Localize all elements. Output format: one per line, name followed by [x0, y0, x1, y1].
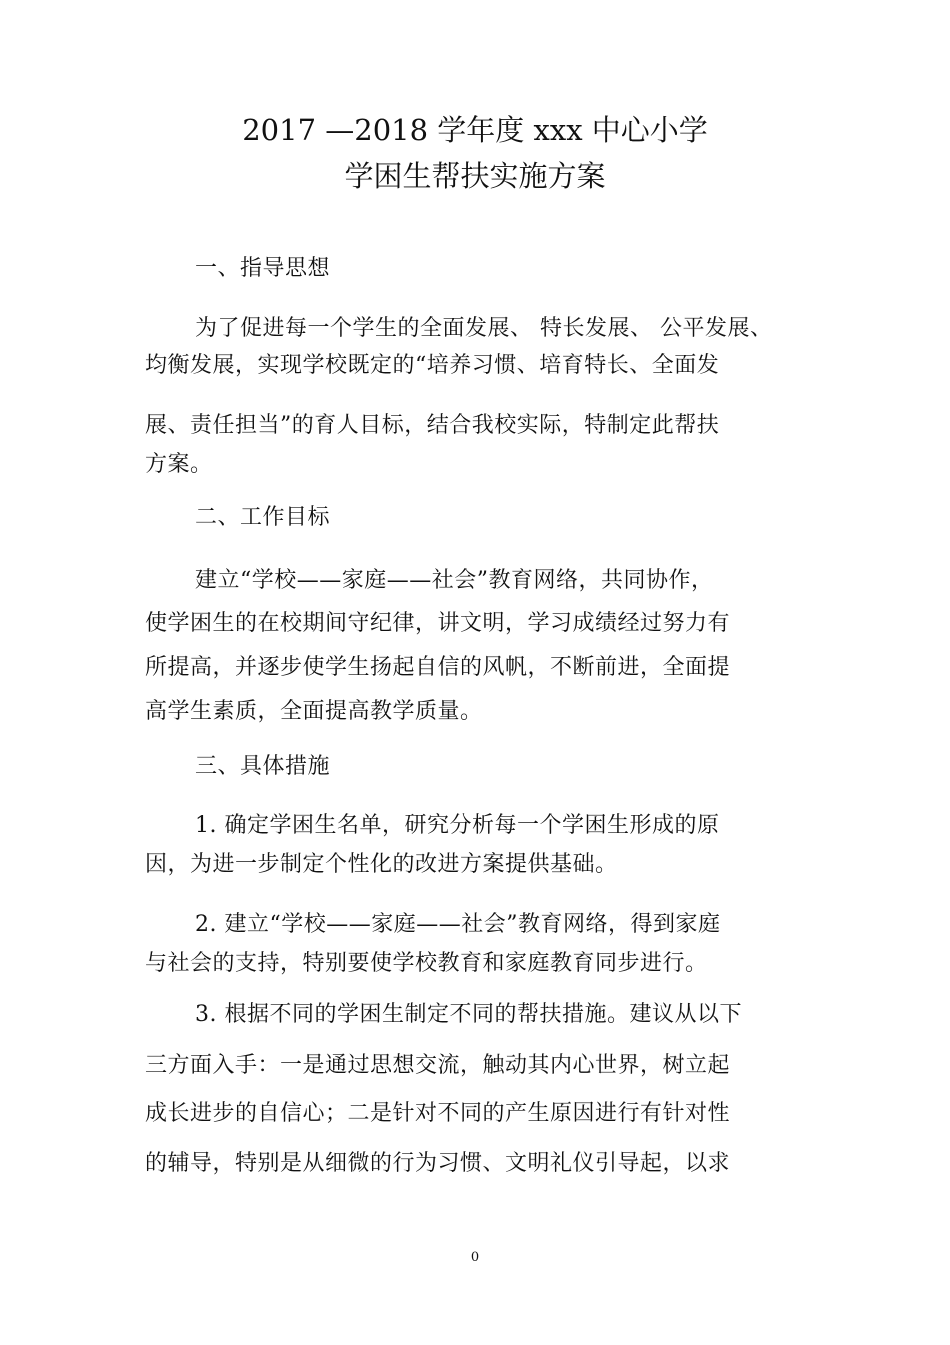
list-item-line: 因，为进一步制定个性化的改进方案提供基础。 [145, 852, 618, 877]
list-item-line: 3. 根据不同的学困生制定不同的帮扶措施。建议从以下 [195, 1002, 742, 1027]
document-title-line-2: 学困生帮扶实施方案 [344, 159, 606, 193]
paragraph-line: 使学困生的在校期间守纪律，讲文明，学习成绩经过努力有 [145, 611, 731, 636]
paragraph-line: 方案。 [145, 452, 213, 477]
section-heading-work-goals: 二、工作目标 [195, 505, 331, 530]
section-heading-specific-measures: 三、具体措施 [195, 754, 331, 779]
list-item-line: 三方面入手：一是通过思想交流，触动其内心世界，树立起 [145, 1053, 731, 1078]
document-title-line-1: 2017 —2018 学年度 xxx 中心小学 [242, 113, 708, 147]
list-item-line: 的辅导，特别是从细微的行为习惯、文明礼仪引导起，以求 [145, 1151, 731, 1176]
section-heading-guiding-ideology: 一、指导思想 [195, 256, 331, 281]
paragraph-line: 建立“学校——家庭——社会”教育网络，共同协作， [195, 568, 714, 593]
paragraph-line: 高学生素质，全面提高教学质量。 [145, 699, 483, 724]
page-number: 0 [470, 1250, 480, 1265]
list-item-line: 2. 建立“学校——家庭——社会”教育网络，得到家庭 [195, 912, 721, 937]
paragraph-line: 展、责任担当”的育人目标，结合我校实际，特制定此帮扶 [145, 413, 720, 438]
paragraph-line: 均衡发展，实现学校既定的“培养习惯、培育特长、全面发 [145, 353, 720, 378]
paragraph-line: 为了促进每一个学生的全面发展、 特长发展、 公平发展、 [195, 316, 773, 341]
list-item-line: 与社会的支持，特别要使学校教育和家庭教育同步进行。 [145, 951, 708, 976]
list-item-line: 成长进步的自信心；二是针对不同的产生原因进行有针对性 [145, 1101, 731, 1126]
paragraph-line: 所提高，并逐步使学生扬起自信的风帆，不断前进，全面提 [145, 655, 731, 680]
list-item-line: 1. 确定学困生名单，研究分析每一个学困生形成的原 [195, 813, 720, 838]
